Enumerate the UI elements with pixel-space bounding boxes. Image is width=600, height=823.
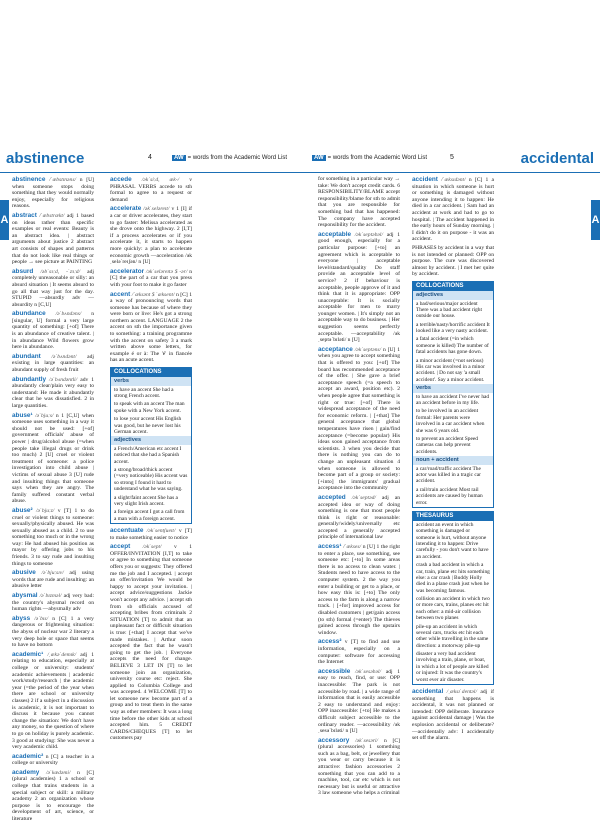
entry-headword: academy bbox=[12, 768, 40, 776]
entry-definition: adj an accepted idea or way of doing something is one that most people think is right or reasonable: generally/widely/universally etc accepted a generally accepted principle of international law bbox=[318, 494, 401, 541]
entry-headword: accept bbox=[110, 543, 131, 551]
entry-definition: v [T] to find and use information, especially on a computer: software for accessing the Internet bbox=[318, 639, 400, 666]
dictionary-entry bbox=[412, 245, 494, 278]
dictionary-entry bbox=[12, 376, 94, 410]
collocation-box bbox=[110, 367, 192, 524]
entry-pronunciation: /əˈbʌndənt/ bbox=[51, 353, 77, 360]
entry-definition: for something in a particular way → take: We don't accept credit cards. 6 RESPONSIBILITY/BLAME accept responsibility/blame for sth to admit that you are responsible for something bad that has happened: The company have accepted responsibility for the accident. bbox=[318, 176, 400, 229]
dictionary-entry bbox=[12, 615, 94, 649]
entry-definition: v 1 [I] if a car or driver accelerates, they start to go faster: Melissa accelerated as she drove onto the highway. 2 [I,T] if a process accelerates or if you accelerate it, it starts to happen more quickly: a plan to accelerate economic growth —acceleration /əkˌseləˈreɪʃən/ n [U] bbox=[110, 206, 193, 266]
dictionary-entry bbox=[12, 569, 94, 590]
right-column-1 bbox=[318, 176, 401, 797]
entry-headword: accessory bbox=[318, 736, 350, 744]
box-item: a minor accident (=not serious) His car was involved in a minor accident. | Do not say 'a small accident'. Say a minor accident. bbox=[416, 357, 485, 383]
box-item: to prevent an accident Speed cameras can help prevent accidents. bbox=[416, 435, 478, 455]
entry-definition: adj existing in large quantities: an abundant supply of fresh fruit bbox=[12, 353, 94, 374]
dictionary-entry bbox=[110, 291, 192, 365]
dictionary-entry bbox=[110, 205, 192, 265]
entry-headword: acceptable bbox=[318, 230, 352, 238]
left-page-header bbox=[0, 150, 300, 173]
right-headword: accidental bbox=[520, 150, 594, 167]
entry-headword: abyss bbox=[12, 614, 31, 622]
box-title: COLLOCATIONS bbox=[413, 282, 493, 291]
box-item: a terrible/nasty/horrific accident It looked like a very nasty accident. bbox=[416, 321, 490, 335]
entry-definition: n 1 [C,U] when someone uses something in a way it should not be used: [+of] government officials' abuse of power | drug/alcohol abuse (=when people take illegal drugs or drink too much) 2 [U] cruel or violent treatment of someone: a police investigation into child abuse | victims of sexual abuse 3 [U] rude and insulting things that someone says when they are angry. The family suffered constant verbal abuse. bbox=[12, 412, 94, 505]
dictionary-entry bbox=[12, 353, 94, 374]
box-item: a slight/faint accent She has a very slight Irish accent. bbox=[114, 494, 178, 507]
entry-pronunciation: /ˌæksɪˈdentəl/ bbox=[446, 688, 478, 695]
dictionary-entry bbox=[318, 668, 400, 735]
dictionary-entry bbox=[110, 527, 192, 541]
left-column-2 bbox=[110, 176, 193, 742]
entry-headword: accelerator bbox=[110, 267, 145, 275]
entry-definition: v 1 OFFER/INVITATION [I,T] to take or agree to something that someone offers you or suggests: They offered me the job and I accepted. | accept an offer/invitation We would be happy to accept your invitation. | accept advice/suggestions Jackie won't accept any advice. | accept sth from sb officials accused of accepting bribes from criminals 2 SITUATION [T] to admit that an unpleasant fact or difficult situation is true: [+that] I accept that we've made mistakes. | Arthur soon accepted the fact that he wasn't going to get the job. | Everyone accepts the need for change. BELIEVE 3 LET IN [T] to let someone join an organization, university course etc: reject. She applied to Columbia College and was accepted. 4 WELCOME [T] to let someone new become part of a group and to treat them in the same way as other members: It was a long time before the other kids at school accepted him. 5 CREDIT CARDS/CHEQUES [T] to let customers pay bbox=[110, 544, 193, 742]
left-page-number: 4 bbox=[148, 154, 152, 161]
dictionary-entry bbox=[12, 753, 94, 767]
awl-legend-right bbox=[312, 155, 427, 161]
box-item: a car/road/traffic accident The actor was killed in a tragic car accident. bbox=[416, 465, 481, 485]
entry-definition: adj 1 good enough, especially for a particular purpose: [+to] an agreement which is acceptable to everyone | acceptable level/standard/quality Do staff provide an acceptable level of service? 2 if behaviour is acceptable, people approve of it and think that it is appropriate: OPP unacceptable: It is socially acceptable for men to marry younger women. | It's simply not an acceptable way to do business. | Her suggestion seems perfectly acceptable. —acceptability /əkˌseptəˈbɪləti/ n [U] bbox=[318, 231, 400, 344]
entry-pronunciation: /ˈæksənt $ ˈæksent/ bbox=[131, 291, 175, 298]
box-item: to be involved in an accident formal: Her parents were involved in a car accident when she was 6 years old. bbox=[416, 408, 485, 434]
box-subheading: adjectives bbox=[413, 291, 493, 300]
awl-note: = words from the Academic Word List bbox=[187, 155, 288, 161]
entry-definition: n [C] 1 a way of pronouncing words that someone has because of where they were born or live: He's got a strong northern accent. LANGUAGE 2 the accent on sth the importance given to something: a training programme with the accent on safety 3 a mark written above some letters, for example é or à: The 'é' in fiancée has an acute accent. bbox=[110, 291, 192, 364]
right-page-number: 5 bbox=[450, 154, 454, 161]
awl-badge: AW bbox=[314, 155, 324, 161]
entry-definition: PHRASES by accident in a way that is not intended or planned: OPP on purpose. The cure was discovered almost by accident. | I met her quite by accident. bbox=[412, 244, 494, 278]
entry-headword: access² bbox=[318, 638, 342, 646]
dictionary-entry bbox=[318, 176, 400, 229]
entry-definition: n [C] (plural academies) 1 a school or college that trains students in a special subject or skill: a military academy 2 an organization whose purpose is to encourage the development of art, science, or literature bbox=[12, 769, 94, 823]
entry-pronunciation: /ˈæbstrækt/ bbox=[39, 212, 65, 219]
entry-definition: n [C] 1 a situation in which someone is hurt or something is damaged without anyone intending it to happen: He died in a car accident. | Sam had an accident at work and had to go to hospital. | The accident happened in the early hours of Sunday morning. | I didn't do it on purpose - it was an accident. bbox=[412, 177, 494, 243]
entry-headword: abysmal bbox=[12, 592, 38, 600]
dictionary-entry bbox=[12, 176, 94, 210]
dictionary-entry bbox=[12, 310, 94, 351]
entry-definition: n [C] a teacher in a college or university bbox=[12, 753, 94, 767]
entry-pronunciation: /əkˈseləreɪt/ bbox=[143, 206, 170, 213]
entry-pronunciation: /əkˈseptəd/ bbox=[351, 494, 376, 501]
entry-pronunciation: /ˌækəˈdemɪk/ bbox=[47, 651, 77, 658]
entry-definition: adj using words that are rude and insulting: an abusive letter bbox=[12, 570, 95, 590]
letter-tab-left: A bbox=[0, 200, 9, 240]
entry-pronunciation: /ˈæbstɪnəns/ bbox=[49, 177, 77, 183]
dictionary-entry bbox=[110, 543, 192, 742]
right-page-header bbox=[300, 150, 600, 173]
dictionary-entry bbox=[412, 176, 494, 243]
box-subheading: verbs bbox=[413, 384, 493, 393]
entry-headword: abundance bbox=[12, 310, 46, 318]
entry-definition: v PHRASAL VERBS accede to sth formal to agree to a request or demand bbox=[110, 177, 192, 203]
dictionary-entry bbox=[318, 494, 400, 541]
box-item: to speak with an accent The man spoke with a New York accent. bbox=[114, 401, 185, 414]
entry-headword: accessible bbox=[318, 667, 351, 675]
entry-pronunciation: /əˈbjuːsɪv/ bbox=[41, 570, 64, 577]
dictionary-entry bbox=[318, 231, 400, 344]
box-item: disaster a very bad accident involving a train, plane, or boat, in which a lot of people are killed or injured: It was the country's worst ever air disaster. bbox=[416, 651, 489, 683]
dictionary-entry bbox=[318, 638, 400, 665]
box-item: collision an accident in which two or more cars, trains, planes etc hit each other: a mid-air collision between two planes bbox=[416, 596, 490, 622]
entry-definition: adj 1 based on ideas rather than specific examples or real events: Beauty is an abstract idea. | abstract arguments about justice 2 abstract art consists of shapes and patterns that do not look like real things or people → see picture at PAINTING bbox=[12, 212, 94, 266]
entry-headword: academic¹ bbox=[12, 650, 44, 658]
entry-pronunciation: /ˈæksɪdənt/ bbox=[441, 177, 466, 183]
box-item: crash a bad accident in which a car, train, plane etc hits something else: a car crash | Buddy Holly died in a plane crash just when he was becoming famous. bbox=[416, 562, 490, 594]
entry-definition: v [T] to make something easier to notice bbox=[110, 528, 193, 541]
entry-definition: adj 1 relating to education, especially at college or university: students' academic achievements | academic work/study/research | the academic year (=the period of the year when there are school or university classes) 2 if a subject in a discussion is academic, it is not important to discuss it because you cannot change the situation: We don't have any money, so the question of where to go on holiday is purely academic. 3 good at studying: She was never a very academic child. bbox=[12, 651, 95, 751]
entry-headword: acceptance bbox=[318, 345, 353, 353]
entry-pronunciation: /əkˈsesəri/ bbox=[355, 737, 379, 744]
entry-headword: accentuate bbox=[110, 527, 144, 535]
entry-headword: accede bbox=[110, 176, 132, 183]
box-item: to lose your accent His English was good, but he never lost his German accent. bbox=[114, 416, 182, 435]
entry-pronunciation: /əkˈseləreɪtə $ -ər/ bbox=[145, 268, 188, 275]
entry-headword: accelerate bbox=[110, 205, 142, 213]
dictionary-entry bbox=[318, 346, 400, 492]
entry-pronunciation: /əˈbjuːz/ bbox=[36, 507, 55, 514]
entry-headword: abuse² bbox=[12, 506, 33, 514]
box-item: a fatal accident (=in which someone is killed) The number of fatal accidents has gone down. bbox=[416, 336, 489, 356]
dictionary-entry bbox=[12, 651, 94, 751]
entry-headword: accidental bbox=[412, 687, 444, 695]
entry-pronunciation: /əbˈsɜːd, -ˈzɜːd/ bbox=[40, 268, 81, 275]
entry-definition: adj completely unreasonable or silly: an absurd situation | It seems absurd to go all that way just for the day. STUPID —absurdly adv —absurdity n [C,U] bbox=[12, 268, 94, 308]
entry-pronunciation: /əkˈsiːd, æk-/ bbox=[141, 177, 180, 183]
box-item: a bad/serious/major accident There was a bad accident right outside our house. bbox=[416, 300, 483, 320]
letter-tab-right: A bbox=[591, 200, 600, 240]
box-item: accident an event in which something is damaged or someone is hurt, without anyone intending it to happen: Drive carefully - you don't want to have an accident. bbox=[416, 521, 489, 560]
left-column-1 bbox=[12, 176, 95, 823]
dictionary-entry bbox=[318, 543, 400, 636]
entry-definition: v [T] 1 to do cruel or violent things to someone: sexually/physically abused. He was sexually abused as a child. 2 to use something too much or in the wrong way: He had abused his position as mayor by offering jobs to his friends. 3 to say rude and insulting things to someone bbox=[12, 507, 94, 567]
box-item: to have an accident I've never had an accident before in my life. bbox=[416, 393, 490, 407]
box-subheading: noun + accident bbox=[413, 456, 493, 465]
entry-definition: n [U] when someone stops doing something that they would normally enjoy, especially for religious reasons. bbox=[12, 177, 95, 210]
box-item: to have an accent She had a strong French accent. bbox=[114, 386, 174, 400]
awl-legend-left bbox=[172, 155, 287, 161]
entry-definition: n [U] 1 when you agree to accept something that is offered to you: [+of] The board has recommended acceptance of the offer. | She gave a brief acceptance speech (=a speech to accept an award, position etc). 2 when people agree that something is right or true: [+of] There is widespread acceptance of the need for economic reform. | [+that] The general acceptance that global temperatures have risen | gain/find acceptance (=become popular) His ideas soon gained acceptance from scientists. 3 when you decide that there is nothing you can do to change an unpleasant situation 4 when someone is allowed to become part of a group or society: [+into] the immigrants' gradual acceptance into the community bbox=[318, 346, 401, 492]
entry-headword: abundant bbox=[12, 352, 41, 360]
awl-badge: AW bbox=[174, 155, 184, 161]
entry-headword: abuse¹ bbox=[12, 411, 33, 419]
entry-definition: n [C] 1 a very dangerous or frightening situation: the abyss of nuclear war 2 literary a very deep hole or space that seems to have no bottom bbox=[12, 615, 94, 649]
entry-definition: n [U] 1 the right to enter a place, use something, see someone etc: [+to] In some areas there is no access to clean water. | Students need to have access to the computer system. 2 the way you enter a building or get to a place, or how easy this is: [+to] The only access to the farm is along a narrow track. | [+for] improved access for disabled customers | get/gain access (to sth) formal (=enter) The thieves gained access through the upstairs window. bbox=[318, 544, 400, 636]
entry-definition: n [singular, U] formal a very large quantity of something: [+of] There is an abundance of creative talent. | in abundance Wild flowers grow here in abundance. bbox=[12, 311, 94, 351]
dictionary-entry bbox=[412, 688, 494, 742]
entry-pronunciation: /əˈbʌndəntli/ bbox=[49, 376, 78, 383]
dictionary-entry bbox=[12, 212, 94, 266]
collocation-box bbox=[412, 511, 494, 685]
entry-pronunciation: /əˈkædəmi/ bbox=[45, 769, 71, 776]
dictionary-entry bbox=[12, 769, 94, 823]
entry-headword: accident bbox=[412, 176, 438, 183]
dictionary-entry bbox=[12, 268, 94, 309]
entry-definition: adj very bad: the country's abysmal record on human rights —abysmally adv bbox=[12, 593, 94, 613]
dictionary-entry bbox=[110, 176, 192, 203]
dictionary-entry bbox=[12, 507, 94, 567]
entry-pronunciation: /əkˈseptəbəl/ bbox=[354, 231, 383, 238]
entry-headword: accent bbox=[110, 290, 131, 298]
entry-pronunciation: /əˈbɪzməl/ bbox=[39, 593, 62, 600]
entry-pronunciation: /əˈbɪs/ bbox=[34, 615, 49, 622]
awl-note: = words from the Academic Word List bbox=[327, 155, 428, 161]
entry-headword: accepted bbox=[318, 493, 346, 501]
box-subheading: adjectives bbox=[111, 436, 191, 445]
entry-pronunciation: /əkˈsept/ bbox=[142, 544, 162, 551]
box-item: pile-up an accident in which several cars, trucks etc hit each other while travelling in the same direction: a motorway pile-up bbox=[416, 623, 489, 649]
entry-pronunciation: /əkˈseptəns/ bbox=[354, 346, 382, 353]
entry-headword: abusive bbox=[12, 569, 36, 577]
entry-headword: abundantly bbox=[12, 375, 47, 383]
right-column-2 bbox=[412, 176, 494, 742]
entry-headword: academic² bbox=[12, 752, 44, 760]
entry-definition: adj if something that happens is accidental, it was not planned or intended: OPP deliberate. Insurance against accidental damage | Was the explosion accidental or deliberate? —accidentally adv: I accidentally set off the alarm. bbox=[412, 688, 494, 742]
entry-pronunciation: /əˈbjuːs/ bbox=[35, 412, 54, 419]
entry-headword: abstinence bbox=[12, 176, 46, 183]
box-title: THESAURUS bbox=[413, 512, 493, 521]
dictionary-entry bbox=[318, 737, 400, 797]
left-headword: abstinence bbox=[6, 150, 85, 167]
box-subheading: verbs bbox=[111, 377, 191, 386]
collocation-box bbox=[412, 281, 494, 508]
entry-pronunciation: /ˈækses/ bbox=[343, 544, 362, 551]
box-item: a strong/broad/thick accent (=very noticeable) His accent was so strong I found it hard to understand what he was saying. bbox=[114, 467, 188, 493]
entry-pronunciation: /əkˈsentʃueɪt/ bbox=[146, 528, 176, 535]
entry-headword: absurd bbox=[12, 267, 34, 275]
entry-definition: n [C] the part of a car that you press with your foot to make it go faster bbox=[110, 268, 192, 288]
dictionary-entry bbox=[12, 412, 94, 505]
entry-definition: adj 1 easy to reach, find, or use: OPP inaccessible: The park is not accessible by road. | a wide range of information that is easily accessible 2 easy to understand and enjoy: OPP inaccessible: [+to] He makes a difficult subject accessible to the ordinary reader. —accessibility /əkˌsesəˈbɪləti/ n [U] bbox=[318, 668, 400, 735]
box-item: a foreign accent I got a call from a man with a foreign accent. bbox=[114, 509, 185, 522]
entry-definition: adv 1 abundantly clear/plain very easy to understand: He made it abundantly clear that he was dissatisfied. 2 in large quantities. bbox=[12, 376, 95, 409]
entry-definition: n [C] (plural accessories) 1 something such as a bag, belt, or jewellery that you wear or carry because it is attractive: fashion accessories 2 something that you can add to a machine, tool, car etc which is not necessary but is useful or attractive 3 law someone who helps a criminal bbox=[318, 737, 401, 797]
dictionary-entry bbox=[12, 592, 94, 613]
box-item: a rail/train accident Most rail accidents are caused by human error. bbox=[416, 486, 483, 506]
entry-headword: access¹ bbox=[318, 543, 342, 551]
entry-pronunciation: /əkˈsesəbəl/ bbox=[354, 668, 382, 675]
entry-headword: abstract bbox=[12, 211, 37, 219]
entry-pronunciation: /əˈbʌndəns/ bbox=[55, 311, 82, 318]
box-title: COLLOCATIONS bbox=[111, 368, 191, 377]
dictionary-entry bbox=[110, 268, 192, 289]
right-page bbox=[300, 0, 600, 797]
box-item: a French/American etc accent I noticed that she had a Spanish accent. bbox=[114, 445, 182, 465]
